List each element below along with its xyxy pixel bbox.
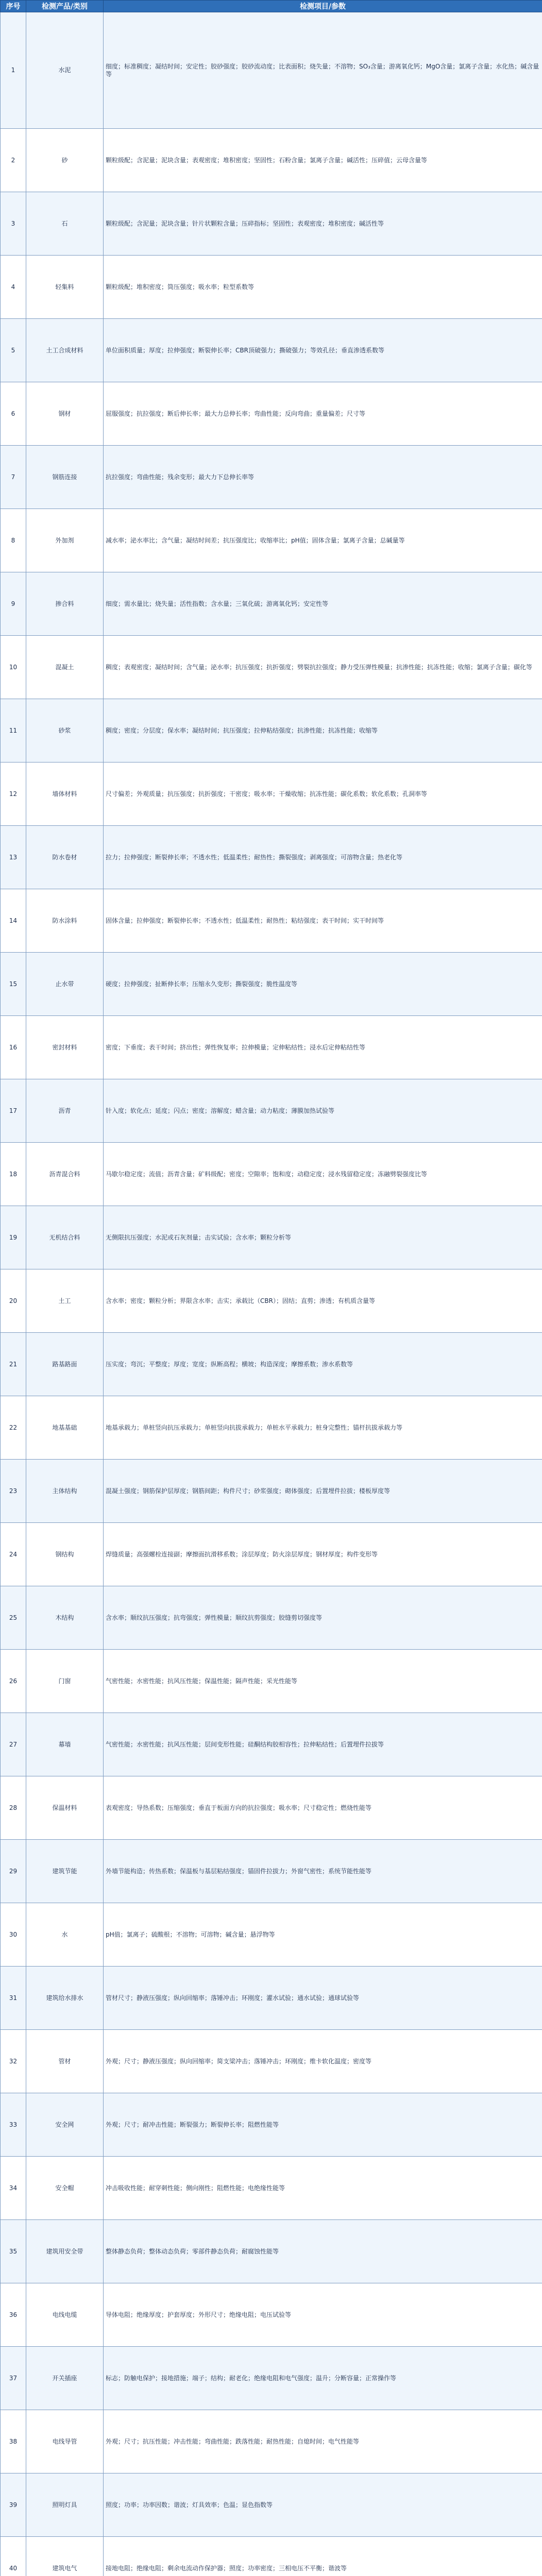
table-row [1,1650,542,1713]
row-product: 安全网 [26,2093,104,2157]
row-params: 含水率；顺纹抗压强度；抗弯强度；弹性模量；顺纹抗剪强度；胶缝剪切强度等 [104,1586,542,1650]
table-row [1,2347,542,2410]
table-row [1,889,542,953]
row-params: 压实度；弯沉；平整度；厚度；宽度；纵断高程；横坡；构造深度；摩擦系数；渗水系数等 [104,1333,542,1396]
row-number: 20 [1,1269,26,1333]
row-params: 颗粒级配；堆积密度；筒压强度；吸水率；粒型系数等 [104,256,542,319]
row-product: 掺合料 [26,572,104,636]
row-product: 门窗 [26,1650,104,1713]
row-product: 石 [26,192,104,256]
header-params: 检测项目/参数 [104,1,542,12]
table-row [1,12,542,129]
row-product: 电线导管 [26,2410,104,2473]
row-product: 开关插座 [26,2347,104,2410]
row-params: 单位面积质量；厚度；拉伸强度；断裂伸长率；CBR顶破强力；撕破强力；等效孔径；垂直渗透系数等 [104,319,542,382]
table-row [1,1776,542,1840]
row-number: 32 [1,2030,26,2093]
row-params: 细度；需水量比；烧失量；活性指数；含水量；三氧化硫；游离氧化钙；安定性等 [104,572,542,636]
row-params: 抗拉强度；弯曲性能；残余变形；最大力下总伸长率等 [104,446,542,509]
table-row [1,256,542,319]
row-params: 细度；标准稠度；凝结时间；安定性；胶砂强度；胶砂流动度；比表面积；烧失量；不溶物；SO₃含量；游离氧化钙；MgO含量；氯离子含量；水化热；碱含量等 [104,12,542,129]
row-params: 屈服强度；抗拉强度；断后伸长率；最大力总伸长率；弯曲性能；反向弯曲；重量偏差；尺寸等 [104,382,542,446]
table-body [1,12,542,2576]
row-product: 主体结构 [26,1460,104,1523]
row-number: 33 [1,2093,26,2157]
row-params: 标志；防触电保护；接地措施；端子；结构；耐老化；绝缘电阻和电气强度；温升；分断容量；正常操作等 [104,2347,542,2410]
row-product: 土工合成材料 [26,319,104,382]
row-number: 13 [1,826,26,889]
row-number: 27 [1,1713,26,1776]
row-number: 17 [1,1079,26,1143]
row-params: 减水率；泌水率比；含气量；凝结时间差；抗压强度比；收缩率比；pH值；固体含量；氯离子含量；总碱量等 [104,509,542,572]
row-number: 16 [1,1016,26,1079]
row-number: 35 [1,2220,26,2283]
row-number: 28 [1,1776,26,1840]
row-params: 冲击吸收性能；耐穿刺性能；侧向刚性；阻燃性能；电绝缘性能等 [104,2157,542,2220]
row-params: 无侧限抗压强度；水泥或石灰剂量；击实试验；含水率；颗粒分析等 [104,1206,542,1269]
table-row [1,129,542,192]
row-number: 3 [1,192,26,256]
row-number: 12 [1,762,26,826]
table-row [1,826,542,889]
table-row [1,699,542,762]
row-product: 管材 [26,2030,104,2093]
row-number: 6 [1,382,26,446]
table-row [1,1903,542,1967]
table-header-row [1,1,542,12]
row-number: 29 [1,1840,26,1903]
row-product: 水 [26,1903,104,1967]
table-row [1,1396,542,1460]
header-no: 序号 [1,1,26,12]
row-number: 38 [1,2410,26,2473]
row-product: 建筑节能 [26,1840,104,1903]
row-number: 36 [1,2283,26,2347]
table-row [1,2030,542,2093]
row-params: 颗粒级配；含泥量；泥块含量；表观密度；堆积密度；坚固性；石粉含量；氯离子含量；碱活性；压碎值；云母含量等 [104,129,542,192]
row-params: 稠度；密度；分层度；保水率；凝结时间；抗压强度；拉伸粘结强度；抗渗性能；抗冻性能；收缩等 [104,699,542,762]
row-product: 照明灯具 [26,2473,104,2537]
row-number: 19 [1,1206,26,1269]
table-row [1,1079,542,1143]
row-product: 沥青混合料 [26,1143,104,1206]
row-number: 15 [1,953,26,1016]
table-row [1,2537,542,2576]
row-product: 无机结合料 [26,1206,104,1269]
row-number: 18 [1,1143,26,1206]
row-params: 稠度；表观密度；凝结时间；含气量；泌水率；抗压强度；抗折强度；劈裂抗拉强度；静力受压弹性模量；抗渗性能；抗冻性能；收缩；氯离子含量；碳化等 [104,636,542,699]
table-row [1,446,542,509]
table-row [1,953,542,1016]
row-number: 10 [1,636,26,699]
row-params: 照度；功率；功率因数；谐波；灯具效率；色温；显色指数等 [104,2473,542,2537]
row-number: 21 [1,1333,26,1396]
table-row [1,2410,542,2473]
header-product: 检测产品/类别 [26,1,104,12]
row-product: 轻集料 [26,256,104,319]
row-number: 11 [1,699,26,762]
row-product: 建筑电气 [26,2537,104,2576]
table-row [1,2157,542,2220]
table-row [1,2220,542,2283]
table-row [1,319,542,382]
row-number: 26 [1,1650,26,1713]
table-row [1,2093,542,2157]
row-product: 外加剂 [26,509,104,572]
row-product: 沥青 [26,1079,104,1143]
row-number: 8 [1,509,26,572]
row-product: 墙体材料 [26,762,104,826]
row-params: 地基承载力；单桩竖向抗压承载力；单桩竖向抗拔承载力；单桩水平承载力；桩身完整性；锚杆抗拔承载力等 [104,1396,542,1460]
row-product: 建筑用安全带 [26,2220,104,2283]
row-number: 23 [1,1460,26,1523]
row-product: 防水卷材 [26,826,104,889]
row-params: 管材尺寸；静液压强度；纵向回缩率；落锤冲击；环刚度；灌水试验；通水试验；通球试验等 [104,1967,542,2030]
row-params: 导体电阻；绝缘厚度；护套厚度；外形尺寸；绝缘电阻；电压试验等 [104,2283,542,2347]
row-number: 37 [1,2347,26,2410]
table-row [1,382,542,446]
row-params: 焊缝质量；高强螺栓连接副；摩擦面抗滑移系数；涂层厚度；防火涂层厚度；钢材厚度；构件变形等 [104,1523,542,1586]
row-product: 砂浆 [26,699,104,762]
row-number: 5 [1,319,26,382]
row-number: 25 [1,1586,26,1650]
row-params: 混凝土强度；钢筋保护层厚度；钢筋间距；构件尺寸；砂浆强度；砌体强度；后置埋件拉拔；楼板厚度等 [104,1460,542,1523]
row-params: 外墙节能构造；传热系数；保温板与基层粘结强度；锚固件拉拔力；外窗气密性；系统节能性能等 [104,1840,542,1903]
table-row [1,636,542,699]
row-product: 电线电缆 [26,2283,104,2347]
row-number: 22 [1,1396,26,1460]
row-params: 气密性能；水密性能；抗风压性能；层间变形性能；硅酮结构胶相容性；拉伸粘结性；后置埋件拉拔等 [104,1713,542,1776]
row-product: 木结构 [26,1586,104,1650]
table-row [1,1840,542,1903]
table-row [1,572,542,636]
row-params: 外观；尺寸；耐冲击性能；断裂强力；断裂伸长率；阻燃性能等 [104,2093,542,2157]
table-row [1,192,542,256]
row-params: pH值；氯离子；硫酸根；不溶物；可溶物；碱含量；悬浮物等 [104,1903,542,1967]
table-row [1,1586,542,1650]
row-params: 含水率；密度；颗粒分析；界限含水率；击实；承载比（CBR）；固结；直剪；渗透；有机质含量等 [104,1269,542,1333]
row-number: 14 [1,889,26,953]
table-row [1,2283,542,2347]
table-row [1,1269,542,1333]
row-params: 尺寸偏差；外观质量；抗压强度；抗折强度；干密度；吸水率；干燥收缩；抗冻性能；碳化系数；软化系数；孔洞率等 [104,762,542,826]
table-row [1,2473,542,2537]
row-number: 31 [1,1967,26,2030]
row-params: 硬度；拉伸强度；扯断伸长率；压缩永久变形；撕裂强度；脆性温度等 [104,953,542,1016]
row-product: 幕墙 [26,1713,104,1776]
row-product: 建筑给水排水 [26,1967,104,2030]
row-product: 钢结构 [26,1523,104,1586]
row-number: 7 [1,446,26,509]
row-product: 混凝土 [26,636,104,699]
row-product: 防水涂料 [26,889,104,953]
table-row [1,762,542,826]
row-number: 2 [1,129,26,192]
row-number: 1 [1,12,26,129]
row-product: 保温材料 [26,1776,104,1840]
row-product: 土工 [26,1269,104,1333]
table-row [1,1206,542,1269]
table-row [1,1333,542,1396]
row-product: 钢材 [26,382,104,446]
row-params: 外观；尺寸；抗压性能；冲击性能；弯曲性能；跌落性能；耐热性能；自熄时间；电气性能等 [104,2410,542,2473]
row-params: 表观密度；导热系数；压缩强度；垂直于板面方向的抗拉强度；吸水率；尺寸稳定性；燃烧性能等 [104,1776,542,1840]
row-params: 固体含量；拉伸强度；断裂伸长率；不透水性；低温柔性；耐热性；粘结强度；表干时间；实干时间等 [104,889,542,953]
table-row [1,1460,542,1523]
row-product: 地基基础 [26,1396,104,1460]
table-row [1,1016,542,1079]
row-number: 9 [1,572,26,636]
row-number: 39 [1,2473,26,2537]
table-row [1,1143,542,1206]
table-row [1,1967,542,2030]
row-params: 外观；尺寸；静液压强度；纵向回缩率；简支梁冲击；落锤冲击；环刚度；维卡软化温度；密度等 [104,2030,542,2093]
row-product: 钢筋连接 [26,446,104,509]
table-row [1,1523,542,1586]
row-product: 安全帽 [26,2157,104,2220]
table-row [1,509,542,572]
row-product: 砂 [26,129,104,192]
row-number: 4 [1,256,26,319]
row-params: 接地电阻；绝缘电阻；剩余电流动作保护器；照度；功率密度；三相电压不平衡；谐波等 [104,2537,542,2576]
table-row [1,1713,542,1776]
row-params: 气密性能；水密性能；抗风压性能；保温性能；隔声性能；采光性能等 [104,1650,542,1713]
row-params: 颗粒级配；含泥量；泥块含量；针片状颗粒含量；压碎指标；坚固性；表观密度；堆积密度；碱活性等 [104,192,542,256]
row-number: 34 [1,2157,26,2220]
row-params: 密度；下垂度；表干时间；挤出性；弹性恢复率；拉伸模量；定伸粘结性；浸水后定伸粘结性等 [104,1016,542,1079]
row-number: 40 [1,2537,26,2576]
row-params: 拉力；拉伸强度；断裂伸长率；不透水性；低温柔性；耐热性；撕裂强度；剥离强度；可溶物含量；热老化等 [104,826,542,889]
row-product: 路基路面 [26,1333,104,1396]
row-params: 整体静态负荷；整体动态负荷；零部件静态负荷；耐腐蚀性能等 [104,2220,542,2283]
row-product: 密封材料 [26,1016,104,1079]
row-product: 水泥 [26,12,104,129]
row-number: 24 [1,1523,26,1586]
row-params: 针入度；软化点；延度；闪点；密度；溶解度；蜡含量；动力粘度；薄膜加热试验等 [104,1079,542,1143]
row-params: 马歇尔稳定度；流值；沥青含量；矿料级配；密度；空隙率；饱和度；动稳定度；浸水残留稳定度；冻融劈裂强度比等 [104,1143,542,1206]
row-number: 30 [1,1903,26,1967]
row-product: 止水带 [26,953,104,1016]
